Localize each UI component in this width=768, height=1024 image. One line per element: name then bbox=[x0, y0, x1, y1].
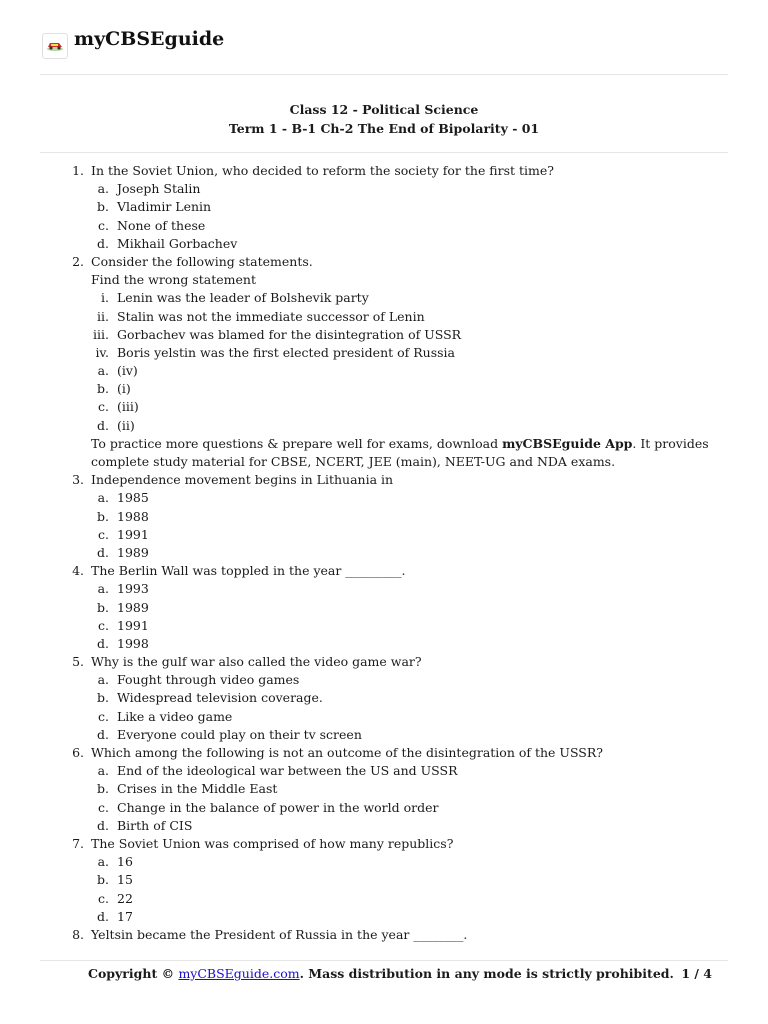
statement-label: iii. bbox=[93, 326, 109, 342]
option-text: (ii) bbox=[117, 417, 135, 433]
question-text: In the Soviet Union, who decided to reform the society for the first time? bbox=[91, 163, 555, 178]
option-label: b. bbox=[97, 199, 109, 215]
brand-name: myCBSEguide bbox=[74, 28, 225, 50]
option-label: c. bbox=[98, 617, 109, 633]
option-row bbox=[0, 726, 768, 744]
option-label: d. bbox=[97, 544, 109, 560]
question-list bbox=[0, 162, 768, 944]
question-row bbox=[0, 562, 768, 580]
option-label: d. bbox=[97, 417, 109, 433]
option-label: c. bbox=[98, 890, 109, 906]
title-line-2: Term 1 - B-1 Ch-2 The End of Bipolarity - 01 bbox=[228, 121, 540, 136]
option-label: a. bbox=[97, 763, 109, 779]
option-label: c. bbox=[98, 526, 109, 542]
option-text: Fought through video games bbox=[117, 672, 300, 688]
option-label: c. bbox=[98, 399, 109, 415]
option-text: Widespread television coverage. bbox=[117, 690, 323, 706]
page-number: 1 / 4 bbox=[681, 966, 712, 981]
option-row bbox=[0, 217, 768, 235]
promo-text bbox=[91, 435, 709, 453]
promo-text-end: . It provides bbox=[632, 435, 709, 451]
option-row bbox=[0, 817, 768, 835]
option-row bbox=[0, 762, 768, 780]
option-text: 1989 bbox=[117, 599, 149, 615]
option-label: b. bbox=[97, 872, 109, 888]
option-text: (iii) bbox=[117, 399, 139, 415]
statement-row bbox=[0, 308, 768, 326]
option-label: d. bbox=[97, 235, 109, 251]
question-row bbox=[0, 926, 768, 944]
question-number: 2. bbox=[72, 253, 84, 269]
statement-row bbox=[0, 326, 768, 344]
option-row bbox=[0, 398, 768, 416]
option-label: a. bbox=[97, 854, 109, 870]
option-row bbox=[0, 489, 768, 507]
option-row bbox=[0, 890, 768, 908]
option-text: Vladimir Lenin bbox=[117, 199, 212, 215]
copyright-suffix: . Mass distribution in any mode is strictly prohibited. bbox=[299, 966, 674, 981]
option-text: 1998 bbox=[117, 635, 149, 651]
option-row bbox=[0, 235, 768, 253]
option-row bbox=[0, 180, 768, 198]
promo-line-2 bbox=[0, 453, 768, 471]
option-row bbox=[0, 908, 768, 926]
option-text: None of these bbox=[117, 217, 206, 233]
option-row bbox=[0, 526, 768, 544]
statement-text: Stalin was not the immediate successor of Lenin bbox=[117, 308, 425, 324]
option-row bbox=[0, 508, 768, 526]
option-row bbox=[0, 362, 768, 380]
option-label: a. bbox=[97, 672, 109, 688]
option-label: a. bbox=[97, 181, 109, 197]
document-title bbox=[40, 100, 728, 153]
question-row bbox=[0, 253, 768, 271]
option-row bbox=[0, 417, 768, 435]
statement-row bbox=[0, 289, 768, 307]
option-row bbox=[0, 580, 768, 598]
question-row bbox=[0, 835, 768, 853]
option-row bbox=[0, 380, 768, 398]
option-text: (iv) bbox=[117, 363, 138, 379]
option-row bbox=[0, 617, 768, 635]
option-label: b. bbox=[97, 599, 109, 615]
option-label: b. bbox=[97, 381, 109, 397]
question-number: 1. bbox=[72, 163, 84, 178]
option-label: a. bbox=[97, 490, 109, 506]
promo-text-line-2: complete study material for CBSE, NCERT, JEE (main), NEET-UG and NDA exams. bbox=[91, 454, 616, 469]
copyright-prefix: Copyright © bbox=[88, 966, 179, 981]
option-label: a. bbox=[97, 363, 109, 379]
option-row bbox=[0, 708, 768, 726]
option-row bbox=[0, 780, 768, 798]
question-subtext-row bbox=[0, 271, 768, 289]
option-text: 1988 bbox=[117, 508, 149, 524]
option-text: 16 bbox=[117, 854, 133, 870]
option-row bbox=[0, 799, 768, 817]
option-row bbox=[0, 544, 768, 562]
question-number: 8. bbox=[72, 926, 84, 942]
option-text: 15 bbox=[117, 872, 133, 888]
option-text: End of the ideological war between the US and USSR bbox=[117, 763, 458, 779]
question-row bbox=[0, 471, 768, 489]
question-text: Consider the following statements. bbox=[91, 253, 313, 269]
option-text: (i) bbox=[117, 381, 131, 397]
statement-text: Boris yelstin was the first elected president of Russia bbox=[117, 344, 455, 360]
option-row bbox=[0, 671, 768, 689]
page-footer bbox=[40, 960, 728, 991]
option-text: 22 bbox=[117, 890, 133, 906]
option-row bbox=[0, 871, 768, 889]
question-text: The Soviet Union was comprised of how many republics? bbox=[91, 835, 454, 851]
option-label: d. bbox=[97, 726, 109, 742]
option-row bbox=[0, 689, 768, 707]
option-row bbox=[0, 635, 768, 653]
option-text: Change in the balance of power in the world order bbox=[117, 799, 439, 815]
statement-row bbox=[0, 344, 768, 362]
option-label: b. bbox=[97, 690, 109, 706]
site-link[interactable]: myCBSEguide.com bbox=[178, 966, 300, 981]
question-subtext: Find the wrong statement bbox=[91, 272, 257, 288]
statement-text: Lenin was the leader of Bolshevik party bbox=[117, 290, 369, 306]
option-text: Mikhail Gorbachev bbox=[117, 235, 238, 251]
option-text: Like a video game bbox=[117, 708, 233, 724]
car-logo-icon bbox=[42, 33, 68, 59]
option-label: a. bbox=[97, 581, 109, 597]
question-number: 3. bbox=[72, 472, 84, 488]
option-row bbox=[0, 198, 768, 216]
option-label: b. bbox=[97, 781, 109, 797]
statement-label: i. bbox=[101, 290, 109, 306]
option-text: 17 bbox=[117, 908, 133, 924]
promo-app-name: myCBSEguide App bbox=[502, 435, 633, 451]
question-row bbox=[0, 653, 768, 671]
question-number: 6. bbox=[72, 745, 84, 760]
question-text: Which among the following is not an outcome of the disintegration of the USSR? bbox=[91, 745, 603, 760]
question-text: The Berlin Wall was toppled in the year _________. bbox=[91, 563, 406, 579]
question-text: Why is the gulf war also called the video game war? bbox=[91, 654, 422, 670]
option-row bbox=[0, 599, 768, 617]
question-row bbox=[0, 162, 768, 180]
question-number: 4. bbox=[72, 563, 84, 579]
statement-label: iv. bbox=[95, 344, 109, 360]
copyright-notice bbox=[88, 966, 674, 981]
option-text: 1991 bbox=[117, 526, 149, 542]
option-text: 1993 bbox=[117, 581, 149, 597]
option-label: d. bbox=[97, 908, 109, 924]
option-text: 1985 bbox=[117, 490, 149, 506]
option-text: Birth of CIS bbox=[117, 817, 193, 833]
option-row bbox=[0, 853, 768, 871]
option-label: c. bbox=[98, 708, 109, 724]
promo-text-start: To practice more questions & prepare well for exams, download bbox=[91, 435, 503, 451]
question-text: Yeltsin became the President of Russia in the year ________. bbox=[91, 926, 468, 942]
option-label: d. bbox=[97, 635, 109, 651]
question-row bbox=[0, 744, 768, 762]
option-label: c. bbox=[98, 217, 109, 233]
statement-label: ii. bbox=[97, 308, 109, 324]
title-line-1: Class 12 - Political Science bbox=[289, 102, 479, 117]
option-text: 1989 bbox=[117, 544, 149, 560]
promo-line-1 bbox=[0, 435, 768, 453]
question-number: 7. bbox=[72, 835, 84, 851]
page-header bbox=[40, 24, 728, 75]
option-text: 1991 bbox=[117, 617, 149, 633]
option-text: Crises in the Middle East bbox=[117, 781, 278, 797]
option-label: d. bbox=[97, 817, 109, 833]
question-text: Independence movement begins in Lithuania in bbox=[91, 472, 394, 488]
option-text: Everyone could play on their tv screen bbox=[117, 726, 362, 742]
option-text: Joseph Stalin bbox=[117, 181, 201, 197]
statement-text: Gorbachev was blamed for the disintegration of USSR bbox=[117, 326, 462, 342]
question-number: 5. bbox=[72, 654, 84, 670]
option-label: c. bbox=[98, 799, 109, 815]
option-label: b. bbox=[97, 508, 109, 524]
